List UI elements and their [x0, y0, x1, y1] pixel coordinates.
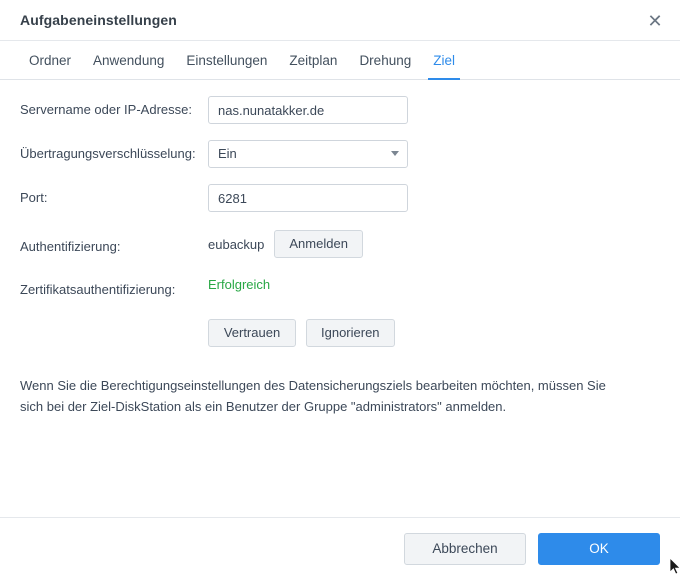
server-input[interactable] [208, 96, 408, 124]
tab-panel-ziel [0, 80, 680, 517]
encryption-select[interactable] [208, 140, 408, 168]
authentication-label: Authentifizierung: [20, 238, 121, 254]
cancel-button[interactable]: Abbrechen [404, 533, 526, 565]
dialog-footer [0, 517, 680, 580]
tab-ordner[interactable]: Ordner [29, 52, 72, 68]
trust-button[interactable]: Vertrauen [208, 319, 296, 347]
authentication-row [20, 230, 660, 258]
dialog-titlebar [0, 0, 680, 41]
ok-button[interactable]: OK [538, 533, 660, 565]
encryption-label: Übertragungsverschlüsselung: [20, 146, 196, 161]
ignore-button[interactable]: Ignorieren [306, 319, 395, 347]
server-label: Servername oder IP-Adresse: [20, 102, 192, 117]
server-field-wrap [208, 96, 408, 124]
login-button[interactable]: Anmelden [274, 230, 363, 258]
port-row [20, 184, 660, 212]
tab-einstellungen[interactable]: Einstellungen [186, 52, 268, 68]
certificate-row [20, 276, 660, 299]
info-note: Wenn Sie die Berechtigungseinstellungen des Datensicherungsziels bearbeiten möchten, müssen Sie sich bei der Ziel-DiskStation als ein Benutzer der Gruppe "administrators" anmelden. [20, 378, 606, 414]
port-label: Port: [20, 190, 48, 205]
close-icon[interactable]: ✕ [647, 11, 663, 31]
authentication-username: eubackup [208, 236, 265, 252]
tab-anwendung[interactable]: Anwendung [93, 52, 165, 68]
encryption-row [20, 140, 660, 168]
chevron-down-icon[interactable] [391, 151, 399, 156]
dialog-title: Aufgabeneinstellungen [20, 12, 177, 28]
port-input[interactable] [208, 184, 408, 212]
port-field-wrap [208, 184, 408, 212]
certificate-label: Zertifikatsauthentifizierung: [20, 282, 176, 297]
tab-zeitplan[interactable]: Zeitplan [289, 52, 338, 68]
encryption-select-value[interactable]: Ein [208, 140, 408, 168]
certificate-buttons [208, 319, 660, 347]
tab-bar [0, 41, 680, 80]
tab-drehung[interactable]: Drehung [359, 52, 412, 68]
encryption-field-wrap [208, 140, 408, 168]
certificate-status: Erfolgreich [208, 277, 271, 292]
server-row [20, 96, 660, 124]
tab-ziel[interactable]: Ziel [422, 41, 466, 79]
